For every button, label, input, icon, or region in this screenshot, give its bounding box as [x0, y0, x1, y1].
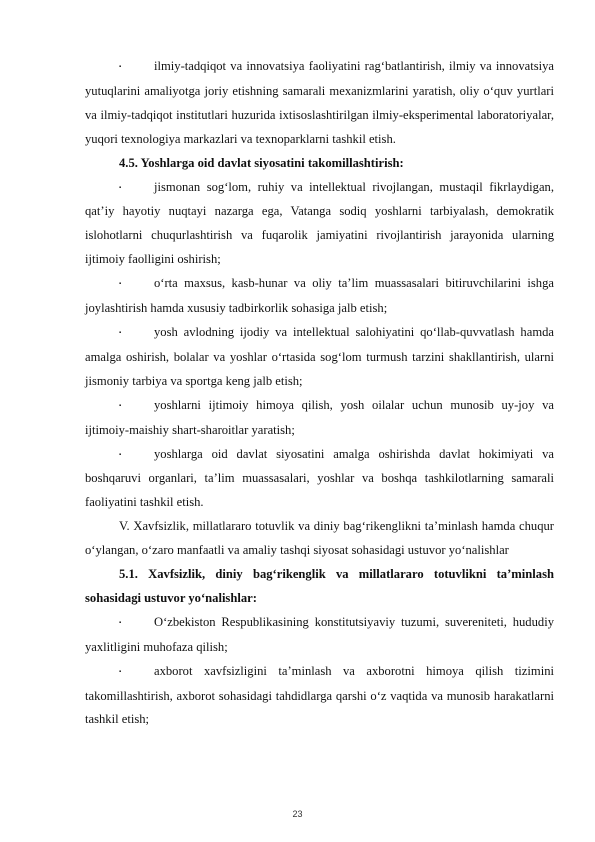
- bullet-item: [85, 660, 554, 733]
- bullet-marker: ▪: [119, 668, 122, 675]
- bullet-text: O‘zbekiston Respublikasining konstitutsiyaviy tuzumi, suvereniteti, hududiy yaxlitligini muhofaza qilish;: [85, 614, 554, 654]
- bullet-marker: ▪: [119, 281, 122, 288]
- bullet-item: [85, 394, 554, 443]
- section-paragraph: V. Xavfsizlik, millatlararo totuvlik va diniy bag‘rikenglikni ta’minlash hamda chuqur o‘ylangan, o‘zaro manfaatli va amaliy tashqi siyosat sohasidagi ustuvor yo‘nalishlar: [85, 519, 554, 558]
- bullet-item: [85, 321, 554, 394]
- bullet-text: jismonan sog‘lom, ruhiy va intellektual rivojlangan, mustaqil fikrlaydigan, qat’iy hayotiy nuqtayi nazarga ega, Vatanga sodiq yoshlarni tarbiyalash, demokratik islohotlarni chuqurlashtirish va fuqarolik jamiyatini rivojlantirish jarayonida ularning ijtimoiy faolligini oshirish;: [85, 179, 554, 267]
- bullet-marker: ▪: [119, 329, 122, 336]
- bullet-marker: ▪: [119, 64, 122, 70]
- bullet-text: yoshlarni ijtimoiy himoya qilish, yosh oilalar uchun munosib uy-joy va ijtimoiy-maishiy shart-sharoitlar yaratish;: [85, 397, 554, 437]
- bullet-text: axborot xavfsizligini ta’minlash va axborotni himoya qilish tizimini takomillashtirish, axborot sohasidagi tahdidlarga qarshi o‘z vaqtida va munosib harakatlarni tashkil etish;: [85, 663, 554, 727]
- bullet-item: [85, 443, 554, 516]
- bullet-item: [85, 611, 554, 660]
- bullet-item: [85, 272, 554, 321]
- bullet-item: [85, 176, 554, 273]
- bullet-marker: ▪: [119, 619, 122, 626]
- bullet-item: [85, 55, 554, 152]
- bullet-text: yosh avlodning ijodiy va intellektual salohiyatini qo‘llab-quvvatlash hamda amalga oshirish, bolalar va yoshlar o‘rtasida sog‘lom turmush tarzini shakllantirish, ularni jismoniy tarbiya va sportga keng jalb etish;: [85, 324, 554, 388]
- section-heading: 5.1. Xavfsizlik, diniy bag‘rikenglik va millatlararo totuvlikni ta’minlash sohasidagi ustuvor yo‘nalishlar:: [85, 567, 554, 605]
- bullet-text: yoshlarga oid davlat siyosatini amalga oshirishda davlat hokimiyati va boshqaruvi organlari, ta’lim muassasalari, yoshlar va boshqa tashkilotlarning samarali faoliyatini tashkil etish.: [85, 446, 554, 510]
- bullet-text: ilmiy-tadqiqot va innovatsiya faoliyatini rag‘batlantirish, ilmiy va innovatsiya yutuqlarini amaliyotga joriy etishning samarali mexanizmlarini yaratish, oliy o‘quv yurtlari va ilmiy-tadqiqot institutlari huzurida ixtisoslashtirilgan ilmiy-eksperimental laboratoriyalar, yuqori texnologiya markazlari va texnoparklarni tashkil etish.: [85, 59, 554, 146]
- bullet-marker: ▪: [119, 451, 122, 458]
- section-heading: 4.5. Yoshlarga oid davlat siyosatini takomillashtirish:: [119, 155, 404, 170]
- page-number: 23: [292, 809, 303, 819]
- bullet-text: o‘rta maxsus, kasb-hunar va oliy ta’lim muassasalari bitiruvchilarini ishga joylashtirish hamda xususiy tadbirkorlik sohasiga jalb etish;: [85, 276, 554, 316]
- bullet-marker: ▪: [119, 184, 122, 191]
- document-body: [85, 55, 554, 732]
- bullet-marker: ▪: [119, 402, 122, 409]
